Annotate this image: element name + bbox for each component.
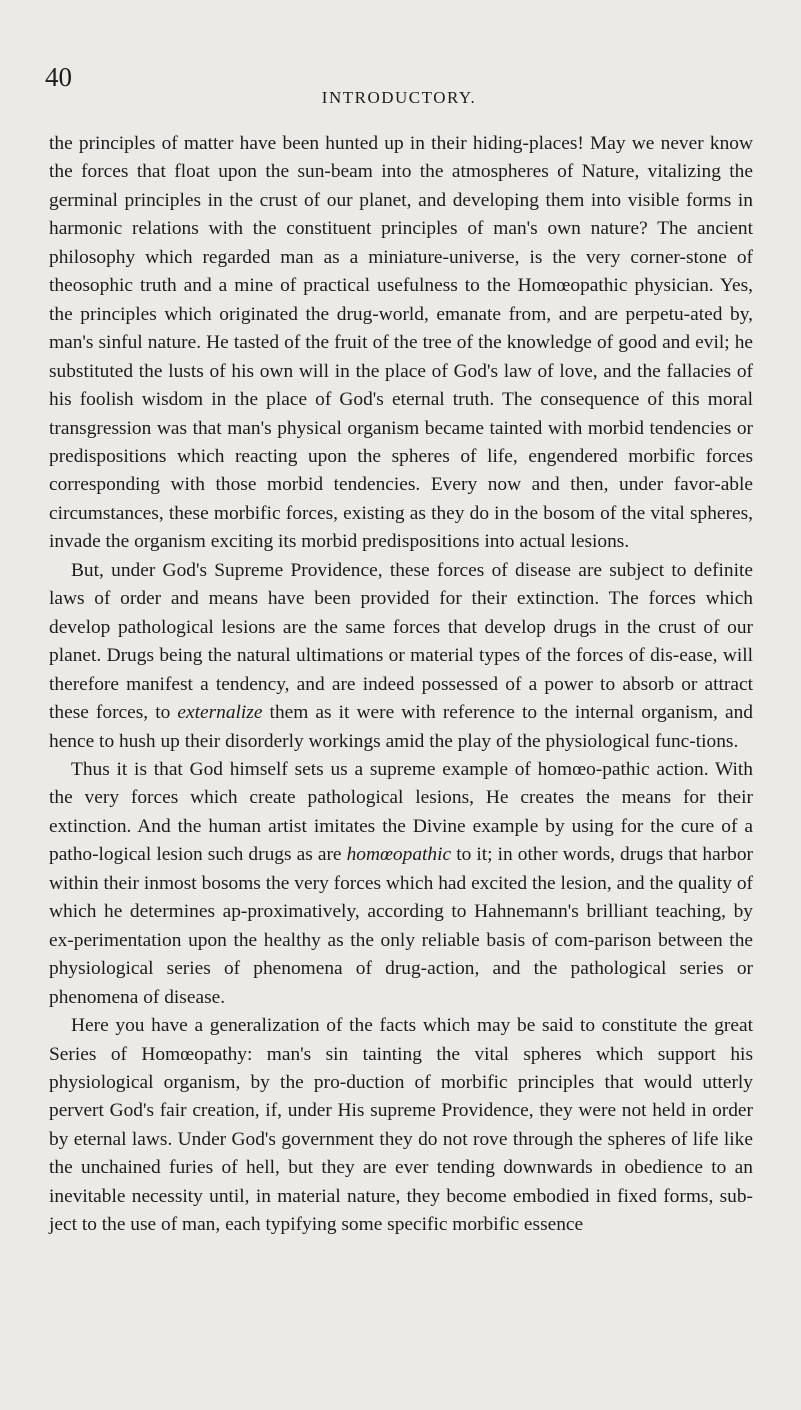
body-text bbox=[49, 130, 753, 1240]
paragraph-3-text-b: to it; in other words, drugs that harbor within their inmost bosoms the very forces which had excited the lesion, and the quality of which he determines ap-proximatively, according to Hahnemann's brilliant teaching, by ex-perimentation upon the healthy as the only reliable basis of com-parison between the physiological series of phenomena of drug-action, and the pathological series or phenomena of disease. bbox=[49, 844, 753, 1008]
paragraph-3-text-a: Thus it is that God himself sets us a supreme example of homœo-pathic action. With the very forces which create pathological lesions, He creates the means for their extinction. And the human artist imitates the Divine example by using for the cure of a patho-logical lesion such drugs as are bbox=[49, 758, 753, 866]
emphasis-homoeopathic: homœopathic bbox=[346, 844, 452, 866]
paragraph-2-text-b: them as it were with reference to the internal organism, and hence to hush up their disorderly workings amid the play of the physiological func-tions. bbox=[49, 702, 753, 752]
paragraph-1 bbox=[49, 130, 753, 557]
page-number: 40 bbox=[45, 62, 72, 92]
paragraph-1-text: the principles of matter have been hunted up in their hiding-places! May we never know the forces that float upon the sun-beam into the atmospheres of Nature, vitalizing the germinal principles in the crust of our planet, and developing them into visible forms in harmonic relations with the constituent principles of man's own nature? The ancient philosophy which regarded man as a miniature-universe, is the very corner-stone of theosophic truth and a mine of practical usefulness to the Homœopathic physician. Yes, the principles which originated the drug-world, emanate from, and are perpetu-ated by, man's sinful nature. He tasted of the fruit of the tree of the knowledge of good and evil; he substituted the lusts of his own will in the place of God's law of love, and the fallacies of his foolish wisdom in the place of God's eternal truth. The consequence of this moral transgression was that man's physical organism became tainted with morbid tendencies or predispositions which reacting upon the spheres of life, engendered morbific forces corresponding with those morbid tendencies. Every now and then, under favor-able circumstances, these morbific forces, existing as they do in the bosom of the vital spheres, invade the organism exciting its morbid predispositions into actual lesions. bbox=[49, 133, 753, 553]
paragraph-2 bbox=[49, 557, 753, 756]
emphasis-externalize: externalize bbox=[177, 702, 263, 724]
paragraph-3 bbox=[49, 756, 753, 1012]
paragraph-2-text-a: But, under God's Supreme Providence, these forces of disease are subject to definite laws of order and means have been provided for their extinction. The forces which develop pathological lesions are the same forces that develop drugs in the crust of our planet. Drugs being the natural ultimations or material types of the forces of dis-ease, will therefore manifest a tendency, and are indeed possessed of a power to absorb or attract these forces, to bbox=[49, 559, 753, 724]
paragraph-4 bbox=[49, 1012, 753, 1240]
page-header bbox=[45, 0, 753, 107]
paragraph-4-text: Here you have a generalization of the facts which may be said to constitute the great Series of Homœopathy: man's sin tainting the vital spheres which support his physiological organism, by the pro-duction of morbific principles that would utterly pervert God's fair creation, if, under His supreme Providence, they were not held in order by eternal laws. Under God's government they do not rove through the spheres of life like the unchained furies of hell, but they are ever tending downwards in obedience to an inevitable necessity until, in material nature, they become embodied in fixed forms, sub-ject to the use of man, each typifying some specific morbific essence bbox=[49, 1015, 753, 1236]
running-head: INTRODUCTORY. bbox=[321, 88, 477, 107]
